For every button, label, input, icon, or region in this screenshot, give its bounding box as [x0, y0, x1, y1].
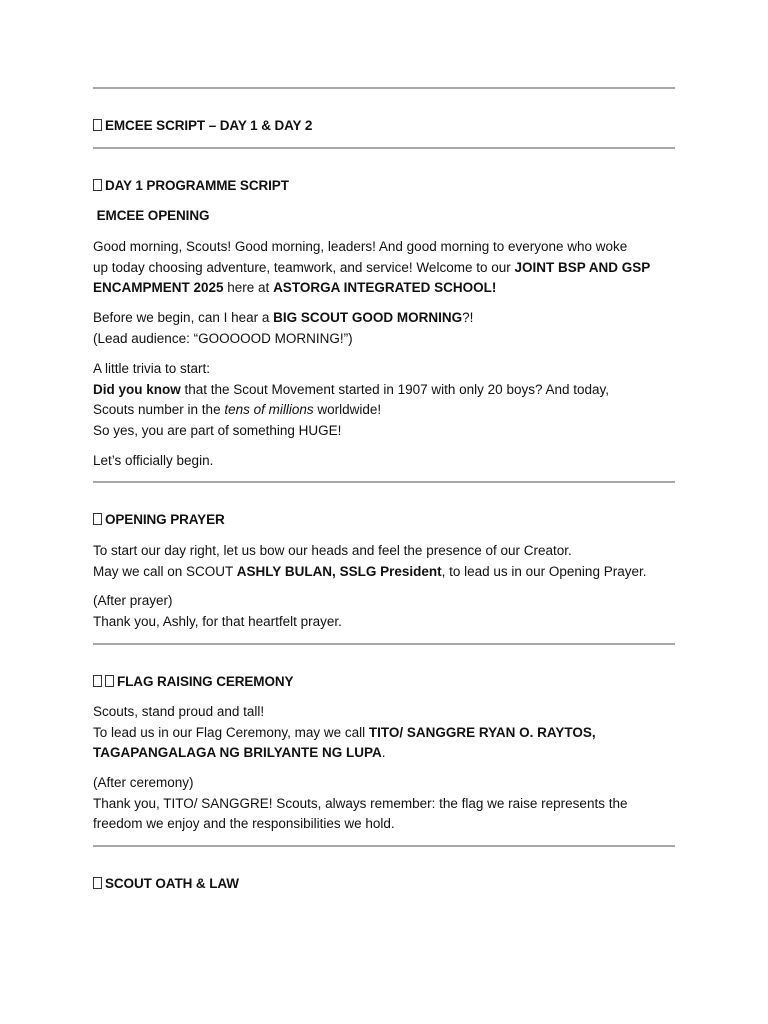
opening-paragraph-4: Let’s officially begin.	[93, 453, 214, 468]
missing-glyph-icon	[93, 675, 102, 687]
horizontal-rule	[93, 87, 675, 89]
missing-glyph-icon	[93, 179, 102, 191]
missing-glyph-icon	[93, 877, 102, 889]
missing-glyph-icon	[93, 119, 102, 131]
opening-paragraph-1: Good morning, Scouts! Good morning, leaders! And good morning to everyone who woke up today choosing adventure, teamwork, and service! Welcome to our JOINT BSP AND GSP ENCAMPMENT 2025 here at ASTORGA INTEGRATED SCHOOL!	[93, 239, 651, 295]
day1-heading: DAY 1 PROGRAMME SCRIPT	[93, 178, 289, 193]
prayer-paragraph-1: To start our day right, let us bow our heads and feel the presence of our Creator. May we call on SCOUT ASHLY BULAN, SSLG President, to lead us in our Opening Prayer.	[93, 543, 647, 579]
scout-oath-heading: SCOUT OATH & LAW	[93, 876, 239, 891]
horizontal-rule	[93, 147, 675, 149]
missing-glyph-icon	[105, 675, 114, 687]
document-title: EMCEE SCRIPT – DAY 1 & DAY 2	[93, 118, 312, 133]
opening-paragraph-2: Before we begin, can I hear a BIG SCOUT GOOD MORNING?! (Lead audience: “GOOOOOD MORNING!”)	[93, 310, 474, 346]
horizontal-rule	[93, 643, 675, 645]
emcee-opening-heading: EMCEE OPENING	[93, 208, 210, 223]
flag-paragraph-1: Scouts, stand proud and tall! To lead us in our Flag Ceremony, may we call TITO/ SANGGRE RYAN O. RAYTOS, TAGAPANGALAGA NG BRILYANTE NG LUPA.	[93, 704, 596, 760]
horizontal-rule	[93, 845, 675, 847]
opening-prayer-heading: OPENING PRAYER	[93, 512, 225, 527]
flag-raising-heading: FLAG RAISING CEREMONY	[93, 674, 293, 689]
horizontal-rule	[93, 481, 675, 483]
missing-glyph-icon	[93, 513, 102, 525]
opening-paragraph-3: A little trivia to start: Did you know that the Scout Movement started in 1907 with only 20 boys? And today, Scouts number in the tens of millions worldwide! So yes, you are part of something HUGE!	[93, 361, 610, 438]
flag-paragraph-2: (After ceremony) Thank you, TITO/ SANGGRE! Scouts, always remember: the flag we raise represents the freedom we enjoy and the responsibilities we hold.	[93, 775, 628, 831]
prayer-paragraph-2: (After prayer) Thank you, Ashly, for that heartfelt prayer.	[93, 593, 342, 629]
